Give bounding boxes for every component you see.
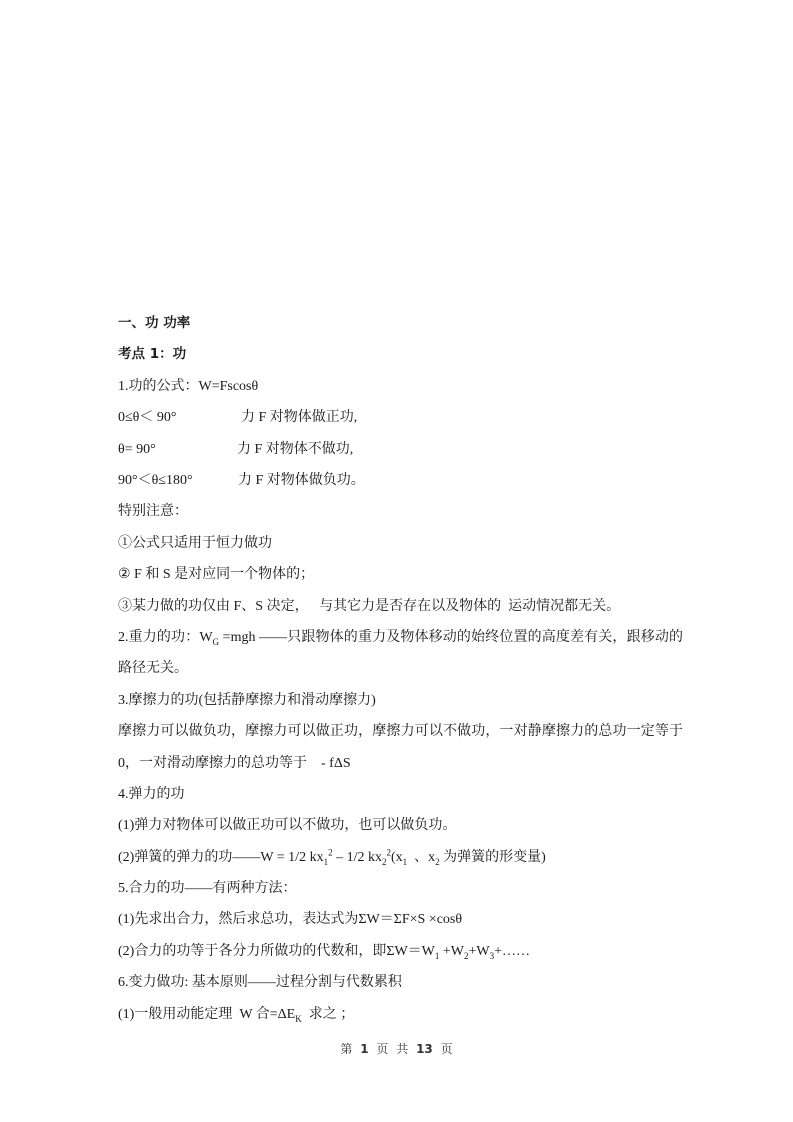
footer-text: 页 — [440, 1042, 453, 1056]
variable-formula-b: 求之 ； — [301, 1006, 355, 1022]
subscript: 1 — [402, 856, 408, 867]
note-2: ② F 和 S 是对应同一个物体的； — [118, 567, 315, 583]
variable-item-1 — [118, 999, 683, 1030]
note-3: ③某力做的功仅由 F、S 决定， 与其它力是否存在以及物体的 运动情况都无关。 — [118, 598, 621, 614]
angle-case-3 — [118, 465, 683, 496]
friction-body: 摩擦力可以做负功，摩擦力可以做正功，摩擦力可以不做功，一对静摩擦力的总功一定等于 0，一对滑动摩擦力的总功等于 - fΔS — [118, 724, 687, 771]
angle-condition: 90°＜θ≤180° — [118, 472, 193, 488]
page-content — [118, 308, 687, 1030]
elastic-formula-b: – 1/2 kx — [332, 849, 382, 865]
notes-heading: 特别注意： — [118, 504, 188, 520]
resultant-formula-c: +W — [468, 943, 490, 959]
subscript: 2 — [464, 950, 469, 961]
subscript: K — [295, 1013, 302, 1024]
gravity-subscript: G — [212, 636, 220, 647]
gravity-prefix: 2.重力的功：W — [118, 629, 213, 645]
elastic-formula-a: (2)弹簧的弹力的功——W = 1/2 kx — [118, 849, 324, 865]
elastic-item-2 — [118, 842, 683, 873]
angle-case-2 — [118, 434, 683, 465]
footer-text: 页 共 — [376, 1042, 409, 1056]
elastic-formula-e: 为弹簧的形变量) — [439, 849, 546, 865]
section-title: 一、功 功率 — [118, 315, 191, 331]
resultant-formula-d: +…… — [494, 943, 531, 959]
angle-result: 力 F 对物体做正功, — [241, 410, 358, 426]
superscript: 2 — [328, 847, 333, 858]
angle-result: 力 F 对物体做负功。 — [238, 472, 365, 488]
gravity-text: =mgh ——只跟物体的重力及物体移动的始终位置的高度差有关，跟移动的路径无关。 — [118, 629, 683, 677]
superscript: 2 — [386, 847, 391, 858]
current-page-number: 1 — [360, 1042, 369, 1056]
topic-title: 考点 1：功 — [118, 346, 187, 363]
variable-heading: 6.变力做功: 基本原则——过程分割与代数累积 — [118, 975, 402, 991]
resultant-item-2 — [118, 936, 683, 967]
work-formula: 1.功的公式：W=Fscosθ — [118, 378, 259, 394]
resultant-heading: 5.合力的功——有两种方法： — [118, 881, 297, 897]
variable-formula-a: (1)一般用动能定理 W 合=ΔE — [118, 1006, 296, 1022]
subscript: 2 — [435, 856, 440, 867]
subscript: 1 — [323, 856, 329, 867]
angle-result: 力 F 对物体不做功, — [237, 441, 354, 457]
angle-condition: θ= 90° — [118, 441, 156, 457]
total-pages-number: 13 — [416, 1042, 433, 1056]
subscript: 2 — [381, 856, 387, 867]
resultant-item-1: (1)先求出合力，然后求总功，表达式为ΣW＝ΣF×S ×cosθ — [118, 912, 463, 928]
note-1: ①公式只适用于恒力做功 — [118, 535, 272, 551]
subscript: 3 — [489, 950, 495, 961]
angle-condition: 0≤θ＜ 90° — [118, 410, 177, 426]
elastic-item-1: (1)弹力对物体可以做正功可以不做功，也可以做负功。 — [118, 818, 457, 834]
resultant-formula-b: +W — [439, 943, 465, 959]
friction-heading: 3.摩擦力的功(包括静摩擦力和滑动摩擦力) — [118, 692, 376, 708]
page-footer — [0, 1040, 793, 1057]
elastic-formula-c: (x — [390, 849, 403, 865]
angle-case-1 — [118, 402, 683, 433]
subscript: 1 — [434, 950, 440, 961]
gravity-work — [118, 622, 683, 685]
footer-text: 第 — [340, 1042, 353, 1056]
resultant-formula-a: (2)合力的功等于各分力所做功的代数和，即ΣW＝W — [118, 943, 435, 959]
elastic-heading: 4.弹力的功 — [118, 786, 185, 802]
elastic-formula-d: 、x — [407, 849, 436, 865]
